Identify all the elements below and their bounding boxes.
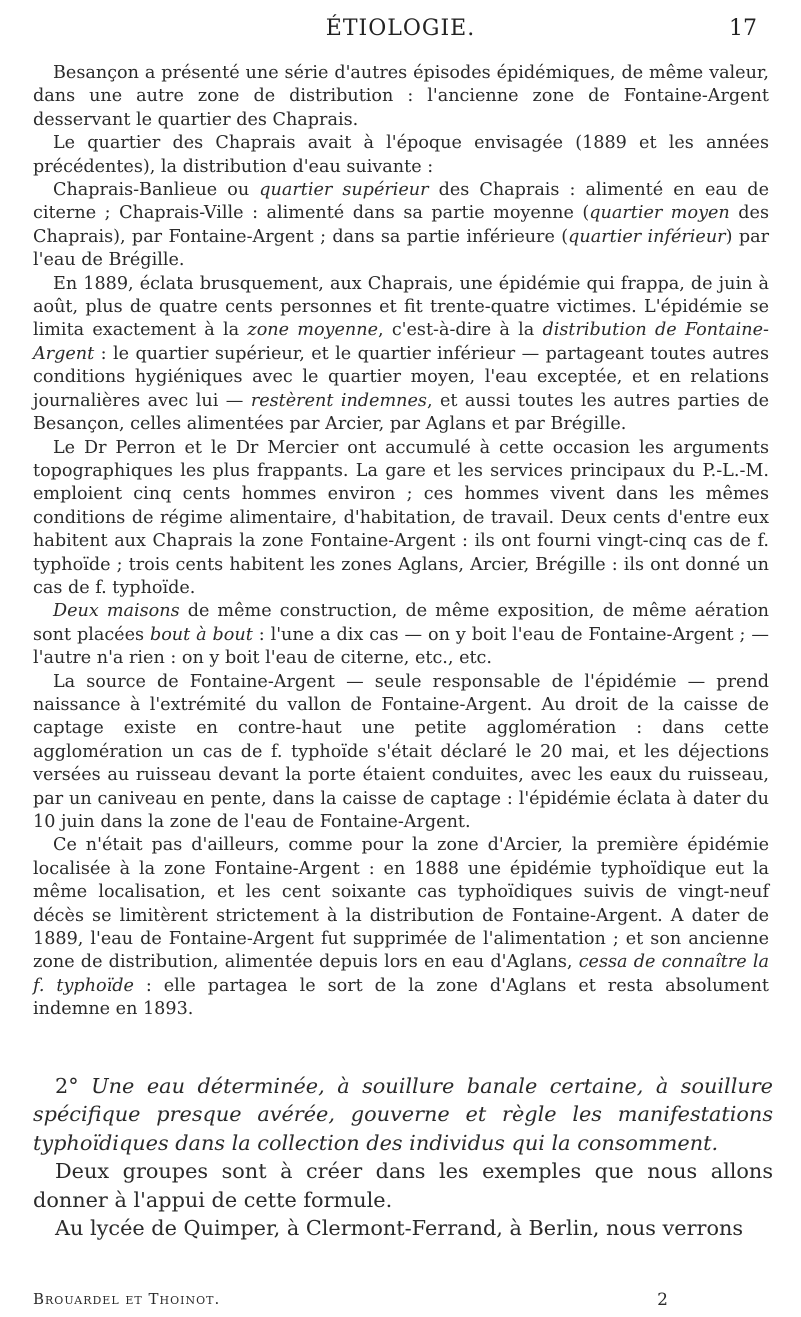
text-run: 2°: [55, 1074, 92, 1098]
italic-text: quartier supérieur: [259, 180, 429, 201]
paragraph: [33, 1157, 773, 1214]
text-run: : le quartier supérieur, et le quartier inférieur — partageant toutes autres conditions hygiéniques avec le quartier moyen, l'eau exceptée, et en relations journalières avec lui —: [33, 343, 769, 411]
paragraph: [33, 671, 769, 835]
text-run: ) par l'eau de Brégille.: [33, 226, 769, 271]
italic-text: Une eau déterminée, à souillure banale certaine, à souillure spécifique presque avérée, gouverne et règle les manifestations typhoïdiques dans la collection des individus qui la consomment.: [33, 1074, 773, 1155]
paragraph: [33, 273, 769, 437]
italic-text: Deux maisons: [53, 601, 180, 622]
italic-text: restèrent indemnes: [250, 390, 427, 411]
italic-text: distribution de Fontaine-Argent: [33, 320, 769, 364]
large-text-section: [33, 1072, 773, 1242]
text-run: de même construction, de même exposition, de même aération sont placées: [33, 601, 769, 645]
text-run: En 1889, éclata brusquement, aux Chaprais, une épidémie qui frappa, de juin à août, plus de quatre cents personnes et fit trente-quatre victimes. L'épidémie se limita exactement à la: [33, 273, 769, 341]
paragraph: [33, 179, 769, 273]
paragraph: [33, 600, 769, 670]
paragraph: [33, 62, 769, 132]
paragraph: [33, 437, 769, 601]
text-run: Le Dr Perron et le Dr Mercier ont accumulé à cette occasion les arguments topographiques les plus frappants. La gare et les services principaux du P.-L.-M. emploient cinq cents hommes environ ; ces hommes vivent dans les mêmes conditions de régime alimentaire, d'habitation, de travail. Deux cents d'entre eux habitent aux Chaprais la zone Fontaine-Argent : ils ont fourni vingt-cinq cas de f. typhoïde ; trois cents habitent les zones Aglans, Arcier, Brégille : ils ont donné un cas de f. typhoïde.: [33, 437, 769, 598]
text-run: des Chaprais), par Fontaine-Argent ; dans sa partie inférieure (: [33, 203, 769, 247]
signature-mark: 2: [657, 1290, 669, 1310]
footer-authors: Brouardel et Thoinot.: [33, 1290, 221, 1308]
text-run: Deux groupes sont à créer dans les exemples que nous allons donner à l'appui de cette formule.: [33, 1159, 773, 1212]
text-run: des Chaprais : alimenté en eau de citerne ; Chaprais-Ville : alimenté dans sa partie moyenne (: [33, 180, 769, 224]
page-header: [0, 16, 801, 46]
body-text: [33, 62, 769, 1022]
italic-text: bout à bout: [149, 624, 253, 645]
paragraph: [33, 132, 769, 179]
text-run: La source de Fontaine-Argent — seule responsable de l'épidémie — prend naissance à l'extrémité du vallon de Fontaine-Argent. Au droit de la caisse de captage existe en contre-haut une petite agglomération : dans cette agglomération un cas de f. typhoïde s'était déclaré le 20 mai, et les déjections versées au ruisseau devant la porte étaient conduites, avec les eaux du ruisseau, par un caniveau en pente, dans la caisse de captage : l'épidémie éclata à dater du 10 juin dans la zone de l'eau de Fontaine-Argent.: [33, 671, 769, 832]
page-footer: [33, 1290, 769, 1312]
text-run: , et aussi toutes les autres parties de Besançon, celles alimentées par Arcier, par Aglans et par Brégille.: [33, 390, 769, 435]
page-number: 17: [729, 16, 757, 41]
text-run: : elle partagea le sort de la zone d'Aglans et resta absolument indemne en 1893.: [33, 975, 769, 1020]
paragraph: [33, 834, 769, 1021]
italic-text: quartier moyen: [589, 203, 730, 224]
italic-text: zone moyenne: [247, 320, 378, 341]
running-title: ÉTIOLOGIE.: [325, 16, 476, 41]
text-run: : l'une a dix cas — on y boit l'eau de Fontaine-Argent ; — l'autre n'a rien : on y boit l'eau de citerne, etc., etc.: [33, 624, 769, 669]
text-run: Chaprais-Banlieue ou: [53, 180, 260, 201]
text-run: Le quartier des Chaprais avait à l'époque envisagée (1889 et les années précédentes), la distribution d'eau suivante :: [33, 133, 769, 177]
text-run: Au lycée de Quimper, à Clermont-Ferrand, à Berlin, nous verrons: [55, 1216, 744, 1241]
text-run: , c'est-à-dire à la: [377, 320, 543, 341]
paragraph: [33, 1214, 773, 1242]
paragraph: [33, 1072, 773, 1157]
text-run: Besançon a présenté une série d'autres épisodes épidémiques, de même valeur, dans une autre zone de distribution : l'ancienne zone de Fontaine-Argent desservant le quartier des Chaprais.: [33, 63, 769, 130]
italic-text: cessa de connaître la f. typhoïde: [33, 952, 770, 996]
italic-text: quartier inférieur: [568, 226, 726, 247]
text-run: Ce n'était pas d'ailleurs, comme pour la zone d'Arcier, la première épidémie localisée à la zone Fontaine-Argent : en 1888 une épidémie typhoïdique eut la même localisation, et les cent soixante cas typhoïdiques suivis de vingt-neuf décès se limitèrent strictement à la distribution de Fontaine-Argent. A dater de 1889, l'eau de Fontaine-Argent fut supprimée de l'alimentation ; et son ancienne zone de distribution, alimentée depuis lors en eau d'Aglans,: [33, 835, 769, 973]
